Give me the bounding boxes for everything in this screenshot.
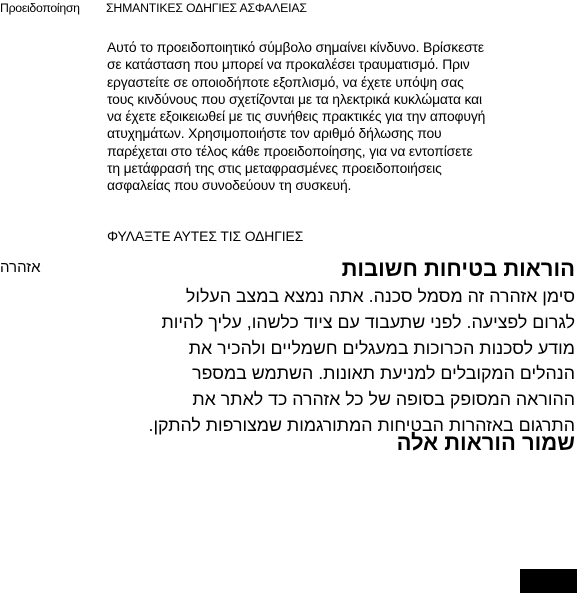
hebrew-body-line: התרגום באזהרות הבטיחות המתורגמות שמצורפות להתקן.	[148, 414, 575, 435]
greek-body-line: ασφαλείας που συνοδεύουν τη συσκευή.	[107, 177, 352, 194]
hebrew-body-line: מודע לסכנות הכרוכות במעגלים חשמליים ולהכיר את	[188, 337, 575, 358]
greek-body-line: τη μετάφρασή της στις μεταφρασμένες προειδοποιήσεις	[107, 160, 442, 177]
greek-save-instructions: ΦΥΛΑΞΤΕ ΑΥΤΕΣ ΤΙΣ ΟΔΗΓΙΕΣ	[107, 228, 304, 244]
hebrew-safety-heading: הוראות בטיחות חשובות	[341, 256, 575, 281]
hebrew-warning-body	[130, 284, 575, 439]
greek-body-line: παρέχεται στο τέλος κάθε προειδοποίησης, για να εντοπίσετε	[107, 142, 473, 159]
hebrew-body-line: ההוראה המסופק בסופה של כל אזהרה כד לאתר את	[192, 389, 575, 410]
greek-body-line: Αυτό το προειδοποιητικό σύμβολο σημαίνει κίνδυνο. Βρίσκεστε	[107, 39, 484, 55]
greek-body-line: ατυχημάτων. Χρησιμοποιήστε τον αριθμό δήλωσης που	[107, 125, 442, 142]
greek-body-line: σε κατάσταση που μπορεί να προκαλέσει τραυματισμό. Πριν	[107, 56, 470, 73]
greek-body-line: τους κινδύνους που σχετίζονται με τα ηλεκτρικά κυκλώματα και	[107, 90, 482, 107]
greek-body-line: εργαστείτε σε οποιοδήποτε εξοπλισμό, να έχετε υπόψη σας	[107, 73, 464, 90]
hebrew-warning-label: אזהרה	[0, 259, 41, 276]
greek-warning-body	[107, 39, 577, 195]
page-edge-tab	[520, 569, 577, 593]
hebrew-save-instructions: שמור הוראות אלה	[396, 430, 575, 455]
hebrew-body-line: סימן אזהרה זה מסמל סכנה. אתה נמצא במצב העלול	[185, 286, 575, 306]
hebrew-body-line: לגרום לפציעה. לפני שתעבוד עם ציוד כלשהו, עליך להיות	[161, 311, 575, 332]
greek-safety-heading: ΣΗΜΑΝΤΙΚΕΣ ΟΔΗΓΙΕΣ ΑΣΦΑΛΕΙΑΣ	[106, 1, 307, 15]
greek-body-line: να έχετε εξοικειωθεί με τις συνήθεις πρακτικές για την αποφυγή	[107, 108, 486, 125]
hebrew-body-line: הנהלים המקובלים למניעת תאונות. השתמש במספר	[192, 363, 575, 384]
greek-warning-label: Προειδοποίηση	[0, 1, 80, 15]
